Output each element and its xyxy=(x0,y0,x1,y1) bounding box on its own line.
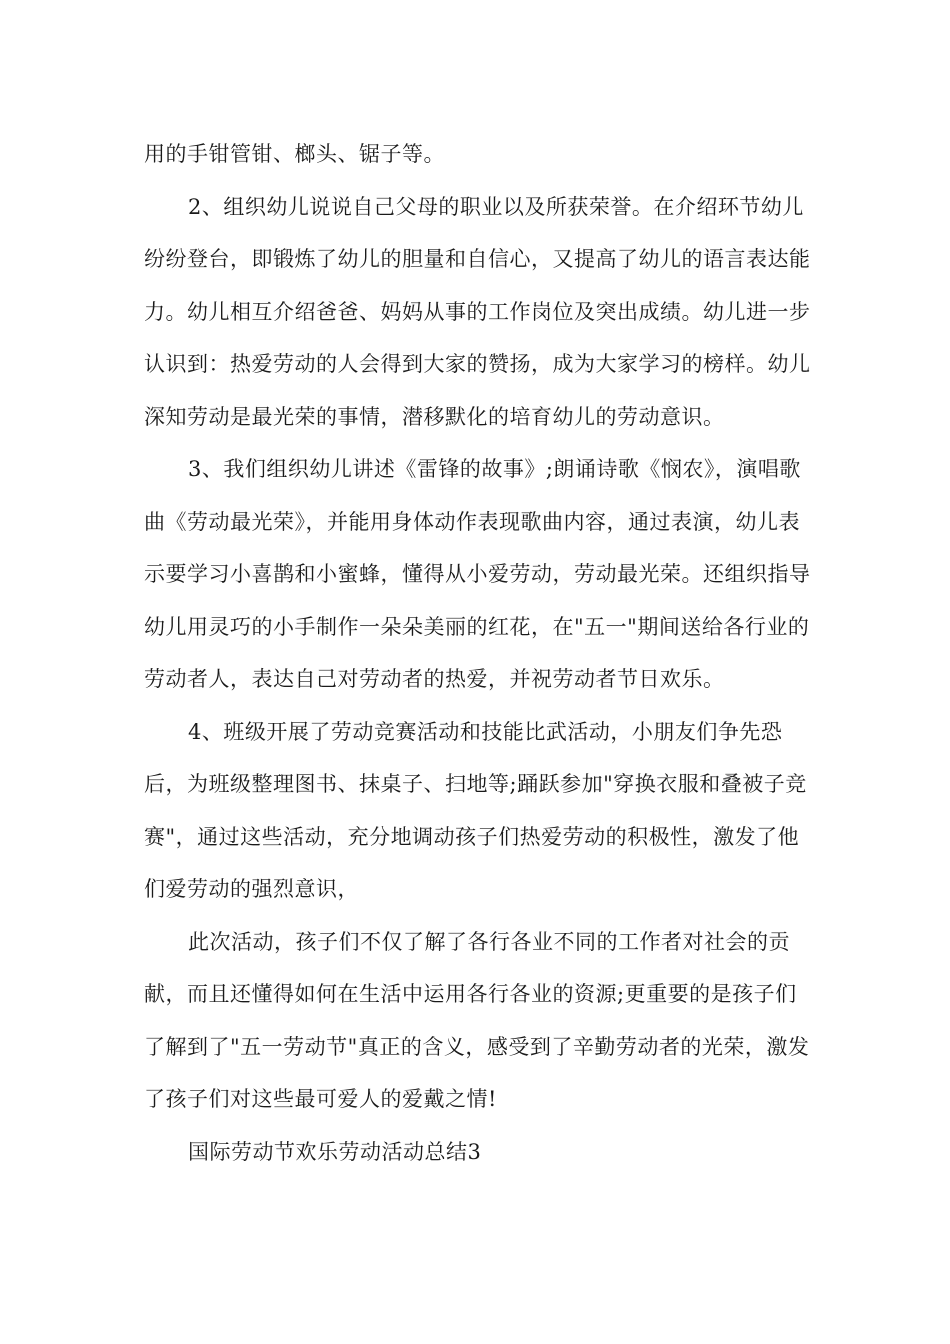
paragraph-summary: 此次活动，孩子们不仅了解了各行各业不同的工作者对社会的贡献，而且还懂得如何在生活中运用各行各业的资源;更重要的是孩子们了解到了"五一劳动节"真正的含义，感受到了辛勤劳动者的光荣，激发了孩子们对这些最可爱人的爱戴之情! xyxy=(144,929,810,1111)
section-heading: 国际劳动节欢乐劳动活动总结3 xyxy=(188,1139,482,1164)
paragraph-tools-continuation: 用的手钳管钳、榔头、锯子等。 xyxy=(144,142,445,166)
paragraph-item-2: 2、组织幼儿说说自己父母的职业以及所获荣誉。在介绍环节幼儿纷纷登台，即锻炼了幼儿的胆量和自信心，又提高了幼儿的语言表达能力。幼儿相互介绍爸爸、妈妈从事的工作岗位及突出成绩。幼儿进一步认识到：热爱劳动的人会得到大家的赞扬，成为大家学习的榜样。幼儿深知劳动是最光荣的事情，潜移默化的培育幼儿的劳动意识。 xyxy=(144,194,811,429)
document-body xyxy=(144,128,814,1178)
paragraph-item-3: 3、我们组织幼儿讲述《雷锋的故事》;朗诵诗歌《悯农》，演唱歌曲《劳动最光荣》，并能用身体动作表现歌曲内容，通过表演，幼儿表示要学习小喜鹊和小蜜蜂，懂得从小爱劳动，劳动最光荣。还组织指导幼儿用灵巧的小手制作一朵朵美丽的红花，在"五一"期间送给各行业的劳动者人，表达自己对劳动者的热爱，并祝劳动者节日欢乐。 xyxy=(144,457,811,691)
paragraph-item-4: 4、班级开展了劳动竞赛活动和技能比武活动，小朋友们争先恐后，为班级整理图书、抹桌子、扫地等;踊跃参加"穿换衣服和叠被子竞赛"，通过这些活动，充分地调动孩子们热爱劳动的积极性，激发了他们爱劳动的强烈意识， xyxy=(144,719,807,901)
